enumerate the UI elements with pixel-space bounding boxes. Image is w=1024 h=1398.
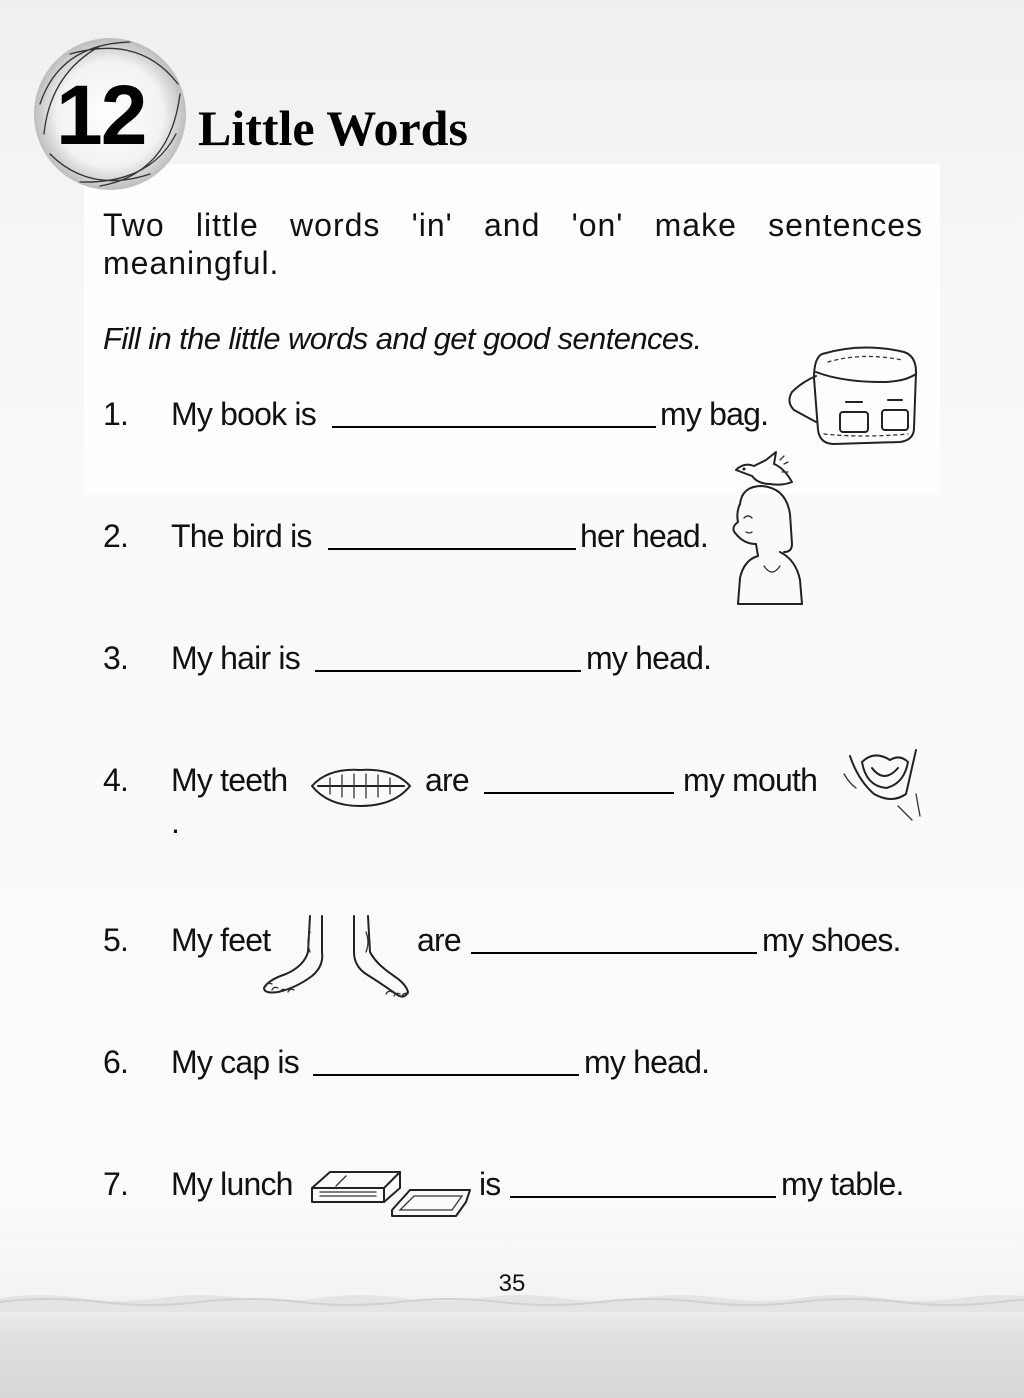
question-text-before: My book is	[171, 396, 316, 432]
question-text-after: my bag.	[660, 396, 769, 432]
feet-icon	[258, 912, 418, 1002]
answer-blank[interactable]	[484, 792, 674, 794]
question-number: 2.	[103, 518, 129, 554]
question-text-before: My teeth	[171, 762, 288, 798]
answer-blank[interactable]	[471, 952, 757, 954]
chapter-number: 12	[56, 68, 146, 162]
question-4-period	[103, 800, 963, 840]
lunch-box-icon	[306, 1166, 474, 1218]
answer-blank[interactable]	[328, 548, 576, 550]
instruction-text: Fill in the little words and get good sentences.	[103, 321, 702, 356]
intro-text: Two little words 'in' and 'on' make sentences meaningful.	[103, 207, 923, 281]
question-2	[103, 514, 963, 558]
question-4	[103, 758, 963, 802]
chapter-title: Little Words	[198, 100, 468, 156]
question-text-before: My cap is	[171, 1044, 299, 1080]
question-text-trailing: .	[171, 804, 180, 840]
question-text-after: my mouth	[683, 762, 818, 798]
question-number: 1.	[103, 396, 129, 432]
question-5	[103, 918, 963, 962]
girl-with-bird-icon	[722, 448, 808, 610]
answer-blank[interactable]	[313, 1074, 579, 1076]
question-text-after: my head.	[584, 1044, 710, 1080]
page-number: 35	[498, 1270, 526, 1297]
school-bag-icon	[782, 342, 924, 448]
question-text-before: My lunch	[171, 1166, 293, 1202]
answer-blank[interactable]	[510, 1196, 776, 1198]
answer-blank[interactable]	[315, 670, 581, 672]
question-text-middle: are	[417, 922, 461, 958]
question-text-before: My feet	[171, 922, 271, 958]
question-text-middle: is	[479, 1166, 501, 1202]
answer-blank[interactable]	[332, 426, 656, 428]
question-text-after: my shoes.	[762, 922, 901, 958]
question-text-after: her head.	[580, 518, 709, 554]
question-text-before: The bird is	[171, 518, 312, 554]
question-7	[103, 1162, 963, 1206]
question-number: 3.	[103, 640, 129, 676]
open-mouth-icon	[838, 744, 924, 822]
question-number: 7.	[103, 1166, 129, 1202]
teeth-icon	[308, 764, 414, 810]
question-text-after: my table.	[781, 1166, 904, 1202]
question-number: 4.	[103, 762, 129, 798]
question-text-middle: are	[425, 762, 469, 798]
question-3	[103, 636, 963, 680]
question-text-before: My hair is	[171, 640, 300, 676]
question-number: 5.	[103, 922, 129, 958]
question-number: 6.	[103, 1044, 129, 1080]
question-text-after: my head.	[586, 640, 712, 676]
question-6	[103, 1040, 963, 1084]
